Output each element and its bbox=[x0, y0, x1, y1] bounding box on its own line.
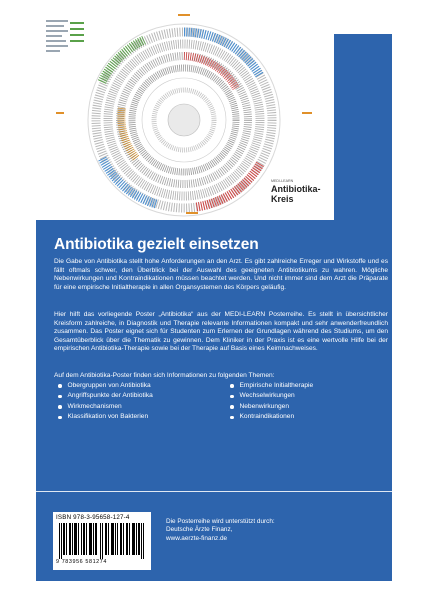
poster-title-line2: Kreis bbox=[271, 194, 294, 204]
section-divider bbox=[36, 491, 392, 492]
bullet-icon bbox=[230, 405, 234, 409]
bullet-icon bbox=[58, 405, 62, 409]
barcode-icon bbox=[59, 523, 145, 559]
barcode-number: 9 783956 581274 bbox=[56, 559, 107, 565]
topics-intro: Auf dem Antibiotika-Poster finden sich Informationen zu folgenden Themen: bbox=[54, 372, 275, 379]
list-item bbox=[226, 403, 386, 411]
poster-image bbox=[36, 8, 334, 220]
bullet-icon bbox=[58, 416, 62, 420]
poster-description-paragraph: Hier hilft das vorliegende Poster „Antibiotika“ aus der MEDI-LEARN Posterreihe. Es stellt in übersichtlicher Kreisform zahlreiche, in Diagnostik und Therapie relevante Informationen kompakt und sehr anwenderfreundlich zusammen. Das Poster eignet sich für Studenten zum Erlernen der Grundlagen während des Studiums, um den Gesamtüberblick über die Thematik zu gewinnen. Dem Kliniker in der Praxis ist es eine wertvolle Hilfe bei der empirischen Antibiotika-Therapie sowie bei der Therapie auf Basis eines Keimnachweises. bbox=[54, 311, 388, 353]
list-item bbox=[54, 403, 226, 411]
list-item bbox=[226, 413, 386, 421]
poster-title-line1: Antibiotika- bbox=[271, 184, 321, 194]
list-item bbox=[226, 382, 386, 390]
page-heading: Antibiotika gezielt einsetzen bbox=[54, 236, 259, 253]
list-item bbox=[54, 382, 226, 390]
sponsor-url: www.aerzte-finanz.de bbox=[166, 534, 228, 542]
bullet-icon bbox=[230, 384, 234, 388]
list-item bbox=[54, 392, 226, 400]
topic-label: Nebenwirkungen bbox=[239, 402, 289, 410]
topic-label: Wirkmechanismen bbox=[67, 402, 122, 410]
sponsor-note bbox=[166, 518, 275, 543]
bullet-icon bbox=[230, 395, 234, 399]
topic-label: Empirische Initialtherapie bbox=[239, 382, 314, 389]
bullet-icon bbox=[58, 384, 62, 388]
poster-circle-graphic bbox=[36, 8, 334, 220]
intro-paragraph: Die Gabe von Antibiotika stellt hohe Anforderungen an den Arzt. Es gibt zahlreiche Erreger und Wirkstoffe und es fällt oftmals schwer, den Überblick bei der Auswahl des geeigneten Antibiotikums zu wahren. Mögliche Nebenwirkungen und Kontraindikationen müssen beachtet werden. Und nicht immer sind dem Arzt die Präparate für eine empirische Initialtherapie in allen Organsystemen des Körpers geläufig. bbox=[54, 258, 388, 291]
isbn-text: ISBN 978-3-95658-127-4 bbox=[56, 514, 130, 521]
barcode-label bbox=[53, 512, 151, 570]
bullet-icon bbox=[230, 416, 234, 420]
topic-label: Kontraindikationen bbox=[239, 413, 295, 421]
sponsor-name: Deutsche Ärzte Finanz, bbox=[166, 526, 233, 534]
bullet-icon bbox=[58, 395, 62, 399]
sponsor-line: Die Posterreihe wird unterstützt durch: bbox=[166, 518, 275, 525]
list-item bbox=[54, 413, 226, 421]
topic-label: Obergruppen von Antibiotika bbox=[67, 382, 151, 389]
list-item bbox=[226, 392, 386, 400]
topic-label: Klassifikation von Bakterien bbox=[67, 413, 149, 421]
poster-brand: MEDI-LEARN bbox=[271, 179, 294, 183]
topic-label: Angriffspunkte der Antibiotika bbox=[67, 392, 153, 400]
topics-list bbox=[54, 382, 388, 422]
topic-label: Wechselwirkungen bbox=[239, 392, 295, 400]
